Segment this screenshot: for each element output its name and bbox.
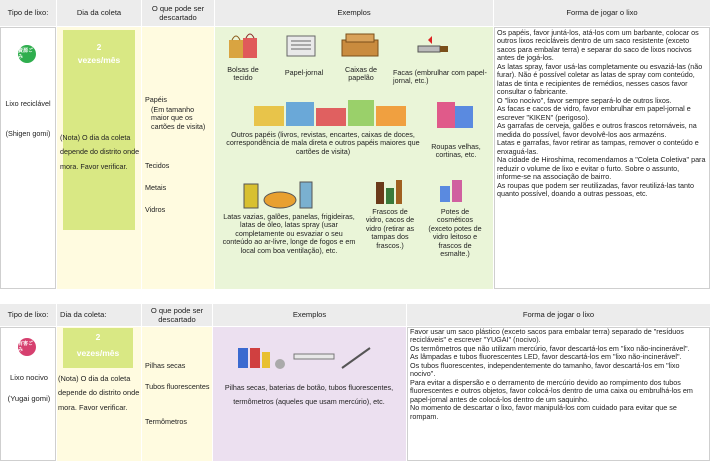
how-item: Os tubos fluorescentes, independentemente do tamanho, favor descartá-los em "lixo nocivo". [410,360,680,379]
hazardous-examples-label: Pilhas secas, baterias de botão, tubos fluorescentes, termômetros (aqueles que usam mercúrio), etc. [224,383,394,407]
header-type [0,0,56,26]
header-how [407,304,710,326]
header-type [0,304,56,326]
other-papers-label: Outros papéis (livros, revistas, encartes, caixas de doces, correspondência de mala direta e outros papéis maiores que cartões de visita) [226,130,420,156]
how-item: As roupas que podem ser reutilizadas, favor reutilizá-las tanto quanto possível, doando a outras pessoas, etc. [497,180,694,199]
item-thermometers: Termômetros [145,417,187,426]
type-cell [0,27,56,289]
header-day [57,0,141,26]
type-name: Lixo nocivo [10,373,48,382]
cosmetics-label: Potes de cosméticos (exceto potes de vidro leitoso e frascos de esmalte.) [428,207,482,259]
item-paper-note: (Em tamanho maior que os cartões de visita) [151,105,206,131]
how-item: Favor usar um saco plástico (exceto sacos para embalar terra) separado de "resíduos recicláveis" e escrever "YUGAI" (nocivo). [410,327,684,345]
how-item: Na cidade de Hiroshima, recomendamos a "Coleta Coletiva" para reduzir o volume de lixo e evitar o furto. Sobre o assunto, informe-se na associação de bairro. [497,155,706,182]
item-tubes: Tubos fluorescentes [145,382,210,391]
header-day-label: Dia da coleta: [60,310,107,320]
how-list [410,328,706,421]
bags-icon [226,30,260,60]
how-item: No momento de descartar o lixo, favor manipulá-los com cuidado para evitar que se rompam. [410,403,677,421]
recyclable-badge: 資源ごみ [18,45,36,63]
cosmetics-icon [436,176,466,204]
what-cell [142,327,212,461]
knives-label: Facas (embrulhar com papel-jornal, etc.) [393,68,487,86]
how-item: Para evitar a dispersão e o derramento de mercúrio devido ao rompimento dos tubos fluorescentes e outros objetos, favor colocá-los dentro de uma caixa ou embrulhá-los em papel-jornal antes de colocá-los dentro de um saquinho. [410,377,693,404]
how-item: O "lixo nocivo", favor sempre separá-lo de outros lixos. [497,95,672,105]
clothes-label: Roupas velhas, cortinas, etc. [431,142,481,160]
boxes-label: Caixas de papelão [345,65,377,83]
frequency-unit: vezes/mês [76,348,120,358]
item-glass: Vidros [145,205,166,214]
how-item: As facas e cacos de vidro, favor embrulhar em papel-jornal e escrever "KIKEN" (perigoso). [497,104,691,122]
type-name: Lixo reciclável [5,99,51,108]
header-type-label: Tipo de lixo: [7,8,49,18]
header-type-label: Tipo de lixo: [7,310,49,320]
header-what-label: O que pode ser descartado [150,305,204,324]
what-cell [142,27,214,289]
newspaper-icon [285,32,319,60]
clothes-icon [433,96,477,136]
papers-icon [250,96,410,130]
item-metals: Metais [145,183,167,192]
header-what [142,304,212,326]
header-examples-label: Exemplos [292,310,327,320]
collection-note: (Nota) O dia da coleta depende do distrito onde mora. Favor verificar. [58,374,140,412]
type-jp: (Yugai gomi) [7,394,51,403]
collection-note: (Nota) O dia da coleta depende do distrito onde mora. Favor verificar. [60,133,140,171]
item-textiles: Tecidos [145,161,170,170]
type-jp: (Shigen gomi) [5,129,51,138]
hazardous-items-icon [234,338,374,374]
bottles-label: Frascos de vidro, cacos de vidro (retirar as tampas dos frascos.) [365,207,415,250]
how-item: Os papéis, favor juntá-los, atá-los com um barbante, colocar os outros lixos recicláveis dentro de um saco resistente (exceto sacos para embalar terra) e separar do saco de lixos nocivos antes de jogá-los. [497,28,699,63]
header-how [494,0,710,26]
frequency-number: 2 [96,42,102,52]
header-how-label: Forma de jogar o lixo [522,310,595,320]
hazardous-badge: 有害ごみ [18,338,36,356]
how-list [497,29,707,199]
how-item: Latas e garrafas, favor retirar as tampas, remover o conteúdo e enxaguá-las. [497,138,699,156]
boxes-icon [340,30,382,60]
header-examples [213,304,406,326]
frequency-number: 2 [95,332,101,342]
bags-label: Bolsas de tecido [227,65,259,83]
item-paper: Papéis [145,95,167,104]
how-item: Os termômetros que não utilizam mercúrio, favor descartá-los em "lixo não-incinerável". [410,343,690,353]
header-day-label: Dia da coleta [76,8,122,18]
how-item: As lâmpadas e tubos fluorescentes LED, favor descartá-los em "lixo não-incinerável". [410,352,682,362]
item-batteries: Pilhas secas [145,361,186,370]
header-how-label: Forma de jogar o lixo [566,8,638,18]
how-item: As latas spray, favor usá-las completamente ou esvaziá-las (não furar). Não é possível coletar as latas de spray com conteúdo, latas de tinta e recipientes de remédios, nesses casos favor consultar o fabricante. [497,61,703,97]
cans-label: Latas vazias, galões, panelas, frigideiras, latas de óleo, latas spray (usar completamente ou esvaziar o seu conteúdo ao ar-livre, longe de fogos e em local com boa ventilação), etc. [222,212,356,255]
header-examples-label: Exemplos [337,8,371,18]
cans-icon [240,176,320,212]
knife-icon [416,34,450,60]
bottles-icon [372,176,404,206]
newspaper-label: Papel-jornal [284,68,324,77]
header-examples [215,0,493,26]
frequency-unit: vezes/mês [77,55,121,65]
header-day [57,304,141,326]
header-what-label: O que pode ser descartado [151,3,205,22]
header-what [142,0,214,26]
how-item: As garrafas de cerveja, galões e outros frascos retornáveis, na medida do possível, favor devolvê-los aos armazéns. [497,121,697,139]
